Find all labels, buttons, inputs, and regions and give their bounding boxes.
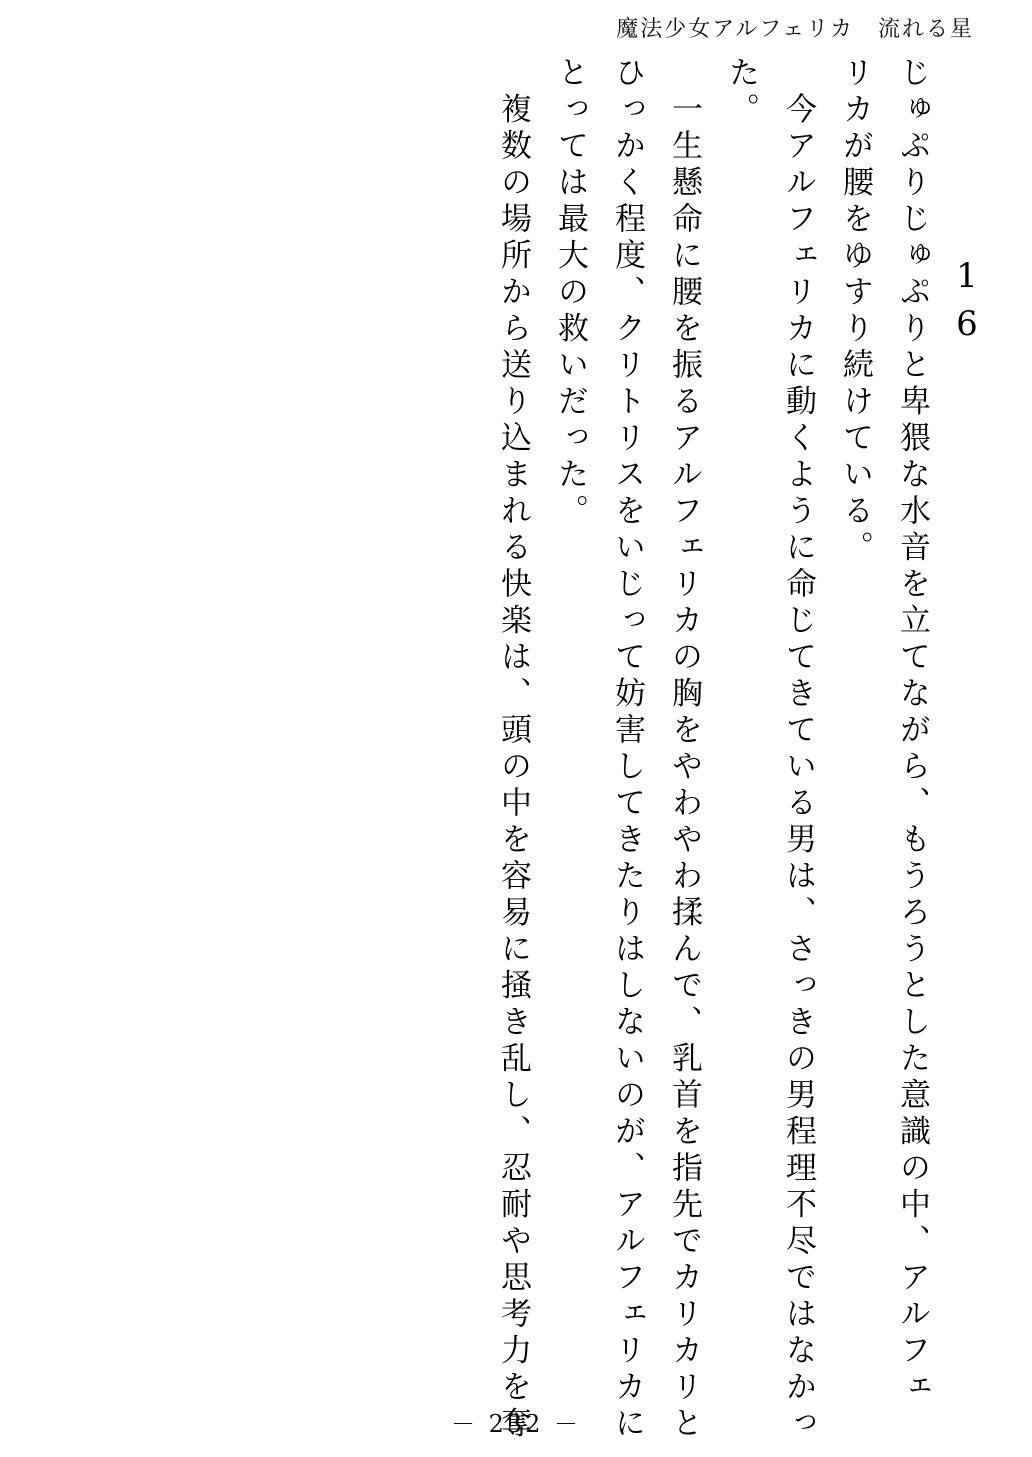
text-line: た。 <box>723 56 759 129</box>
running-header: 魔法少女アルフェリカ 流れる星 <box>616 17 974 42</box>
text-line: じゅぷりじゅぷりと卑猥な水音を立てながら、もうろうとした意識の中、アルフェ <box>894 56 930 1407</box>
text-line: とっては最大の救いだった。 <box>552 56 588 531</box>
text-line: 今アルフェリカに動くように命じてきている男は、さっきの男程理不尽ではなかっ <box>780 56 816 1443</box>
text-line: ひっかく程度、クリトリスをいじって妨害してきたりはしないのが、アルフェリカに <box>609 56 645 1443</box>
page-number: － 232 － <box>450 1410 582 1438</box>
chapter-number: 16 <box>947 256 987 352</box>
text-line: 一生懸命に腰を振るアルフェリカの胸をやわやわ揉んで、乳首を指先でカリカリと <box>666 56 702 1443</box>
text-line: 複数の場所から送り込まれる快楽は、頭の中を容易に掻き乱し、忍耐や思考力を奪 <box>495 56 531 1443</box>
text-line: リカが腰をゆすり続けている。 <box>837 56 873 567</box>
